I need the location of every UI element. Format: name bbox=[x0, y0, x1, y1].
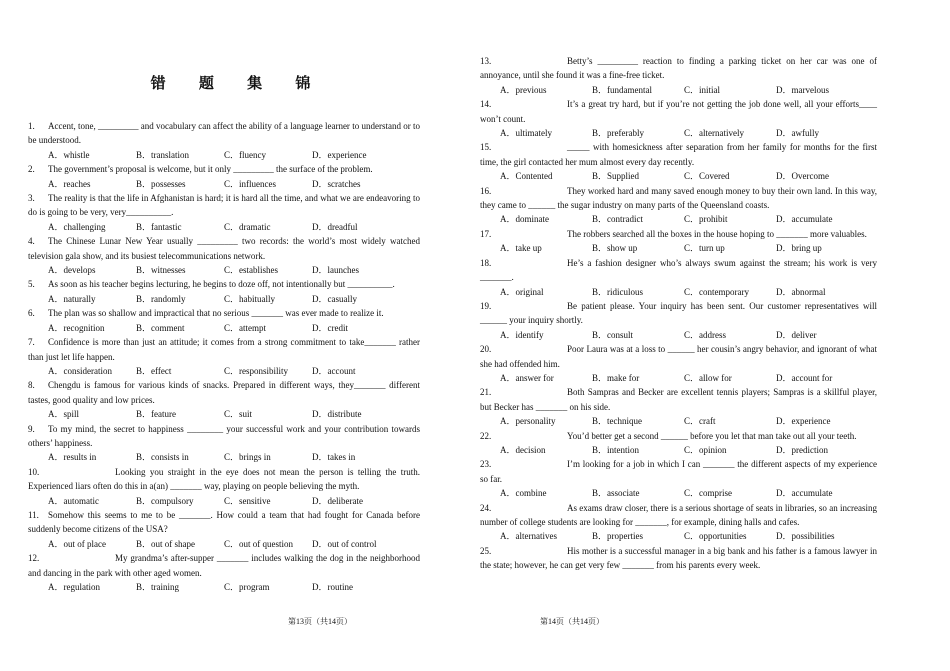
option-b: B．show up bbox=[592, 243, 638, 254]
question-number: 17. bbox=[480, 228, 492, 239]
option-row bbox=[480, 414, 877, 428]
question-number: 16. bbox=[480, 185, 492, 196]
question-text: As exams draw closer, there is a serious shortage of seats in libraries, so an increasing number of college students are looking for _______, for example, dining halls and cafes. bbox=[480, 502, 877, 527]
question-stem bbox=[480, 227, 877, 241]
question-number: 18. bbox=[480, 257, 492, 268]
question-text: His mother is a successful manager in a big bank and his father is a famous lawyer in the state; however, he can get very few _______ from his parents every week. bbox=[480, 545, 877, 571]
option-b: B．witnesses bbox=[136, 265, 186, 276]
option-b: B．compulsory bbox=[136, 495, 194, 506]
option-c: C．contemporary bbox=[684, 286, 749, 297]
question-number: 24. bbox=[480, 502, 492, 513]
question-text: The robbers searched all the boxes in the house hoping to _______ more valuables. bbox=[567, 228, 867, 239]
question-stem bbox=[28, 508, 420, 537]
option-d: D．launches bbox=[312, 265, 359, 276]
question-number: 2. bbox=[28, 164, 35, 175]
option-c: C．alternatively bbox=[684, 128, 744, 139]
question-number: 11. bbox=[28, 509, 39, 520]
option-c: C．brings in bbox=[224, 452, 271, 463]
question-item bbox=[28, 277, 420, 306]
question-text: The government’s proposal is welcome, but it only _________ the surface of the problem. bbox=[48, 164, 373, 175]
question-stem bbox=[480, 385, 877, 414]
option-row bbox=[28, 407, 420, 421]
question-item bbox=[480, 299, 877, 342]
option-row bbox=[480, 486, 877, 500]
question-text: Poor Laura was at a loss to ______ her cousin’s angry behavior, and ignorant of what she had offended him. bbox=[480, 344, 877, 369]
question-text: To my mind, the secret to happiness ________ your successful work and your contribution towards others’ happiness. bbox=[28, 423, 420, 448]
question-item bbox=[28, 191, 420, 234]
question-number: 5. bbox=[28, 279, 35, 290]
question-item bbox=[28, 465, 420, 508]
option-a: A．whistle bbox=[48, 149, 90, 160]
question-item bbox=[480, 97, 877, 140]
question-number: 13. bbox=[480, 56, 492, 66]
option-row bbox=[480, 212, 877, 226]
option-c: C．establishes bbox=[224, 265, 278, 276]
question-text: Somehow this seems to me to be _______. How could a team that had fought for Canada before suddenly become citizens of the USA? bbox=[28, 509, 420, 535]
option-row bbox=[480, 126, 877, 140]
option-a: A．out of place bbox=[48, 538, 106, 549]
option-d: D．out of control bbox=[312, 538, 377, 549]
option-c: C．responsibility bbox=[224, 365, 289, 376]
option-b: B．randomly bbox=[136, 293, 186, 304]
option-c: C．allow for bbox=[684, 372, 732, 383]
question-number: 8. bbox=[28, 380, 35, 391]
option-d: D．casually bbox=[312, 293, 357, 304]
option-a: A．answer for bbox=[500, 372, 554, 383]
question-text: Looking you straight in the eye does not mean the person is telling the truth. Experienced liars often do this in a(an) _______ way, playing on people believing the myth. bbox=[28, 466, 420, 492]
option-c: C．suit bbox=[224, 409, 253, 420]
question-text: Be patient please. Your inquiry has been sent. Our customer representatives will ______ your inquiry shortly. bbox=[480, 300, 877, 326]
question-stem bbox=[480, 299, 877, 328]
option-b: B．technique bbox=[592, 416, 642, 427]
question-item bbox=[480, 457, 877, 500]
question-item bbox=[480, 256, 877, 299]
option-d: D．accumulate bbox=[776, 214, 833, 225]
option-a: A．alternatives bbox=[500, 531, 557, 542]
option-c: C．initial bbox=[684, 84, 721, 95]
question-text: Both Sampras and Becker are excellent tennis players; Sampras is a skillful player, but Becker has _______ on his side. bbox=[480, 387, 877, 412]
option-b: B．make for bbox=[592, 372, 640, 383]
option-a: A．original bbox=[500, 286, 544, 297]
option-c: C．program bbox=[224, 582, 270, 592]
question-item bbox=[480, 385, 877, 428]
option-b: B．effect bbox=[136, 365, 172, 376]
option-c: C．fluency bbox=[224, 149, 266, 160]
option-d: D．bring up bbox=[776, 243, 822, 254]
question-text: Confidence is more than just an attitude; it comes from a strong commitment to take_______ rather than just let life happen. bbox=[28, 337, 420, 362]
question-stem bbox=[480, 429, 877, 443]
option-a: A．spill bbox=[48, 409, 80, 420]
question-text: Accent, tone, _________ and vocabulary can affect the ability of a language learner to understand or to be understood. bbox=[28, 121, 420, 146]
option-c: C．turn up bbox=[684, 243, 725, 254]
option-a: A．recognition bbox=[48, 322, 105, 333]
question-number: 7. bbox=[28, 337, 35, 348]
question-number: 1. bbox=[28, 121, 35, 131]
option-c: C．attempt bbox=[224, 322, 266, 333]
option-row bbox=[480, 285, 877, 299]
question-list-left bbox=[28, 119, 420, 594]
option-a: A．challenging bbox=[48, 221, 106, 232]
option-row bbox=[480, 169, 877, 183]
question-stem bbox=[480, 140, 877, 169]
option-d: D．dreadful bbox=[312, 221, 358, 232]
option-row bbox=[480, 328, 877, 342]
question-item bbox=[480, 227, 877, 256]
option-d: D．prediction bbox=[776, 444, 828, 455]
option-a: A．develops bbox=[48, 265, 96, 276]
option-row bbox=[28, 494, 420, 508]
question-stem bbox=[480, 501, 877, 530]
question-text: The reality is that the life in Afghanistan is hard; it is hard all the time, and what we are endeavoring to do is going to be very, very__________. bbox=[28, 193, 420, 218]
question-text: My grandma’s after-supper _______ includes walking the dog in the neighborhood and dancing in the park with other aged women. bbox=[28, 553, 420, 578]
option-b: B．comment bbox=[136, 322, 185, 333]
option-a: A．decision bbox=[500, 444, 546, 455]
question-number: 15. bbox=[480, 142, 492, 153]
option-b: B．training bbox=[136, 582, 179, 592]
question-item bbox=[480, 54, 877, 97]
option-a: A．take up bbox=[500, 243, 542, 254]
option-b: B．fundamental bbox=[592, 84, 652, 95]
question-number: 23. bbox=[480, 459, 492, 470]
option-d: D．Overcome bbox=[776, 171, 829, 182]
option-d: D．deliberate bbox=[312, 495, 363, 506]
option-a: A．regulation bbox=[48, 582, 100, 592]
option-d: D．distribute bbox=[312, 409, 362, 420]
option-b: B．fantastic bbox=[136, 221, 182, 232]
page-footer-left: 第13页（共14页） bbox=[288, 617, 352, 626]
question-text: As soon as his teacher begins lecturing, he begins to doze off, not intentionally but __________. bbox=[48, 279, 395, 290]
question-text: Chengdu is famous for various kinds of snacks. Prepared in different ways, they_______ different tastes, good quality and low prices. bbox=[28, 380, 420, 405]
question-stem bbox=[28, 234, 420, 263]
option-row bbox=[480, 371, 877, 385]
option-d: D．experience bbox=[776, 416, 831, 427]
option-row bbox=[28, 321, 420, 335]
option-b: B．translation bbox=[136, 149, 189, 160]
question-item bbox=[480, 544, 877, 573]
option-a: A．personality bbox=[500, 416, 556, 427]
question-stem bbox=[28, 277, 420, 291]
option-c: C．comprise bbox=[684, 488, 732, 499]
question-text: Betty’s _________ reaction to finding a parking ticket on her car was one of annoyance, until she found it was a fine-free ticket. bbox=[480, 56, 877, 81]
option-b: B．preferably bbox=[592, 128, 644, 139]
question-number: 20. bbox=[480, 344, 492, 355]
option-a: A．identify bbox=[500, 329, 544, 340]
question-text: You’d better get a second ______ before you let that man take out all your teeth. bbox=[567, 430, 857, 441]
question-number: 9. bbox=[28, 423, 35, 434]
option-c: C．opportunities bbox=[684, 531, 747, 542]
option-row bbox=[28, 537, 420, 551]
question-item bbox=[28, 162, 420, 191]
option-c: C．influences bbox=[224, 178, 276, 189]
question-number: 19. bbox=[480, 300, 492, 311]
option-row bbox=[28, 148, 420, 162]
question-item bbox=[28, 422, 420, 465]
option-row bbox=[480, 83, 877, 97]
question-number: 21. bbox=[480, 387, 492, 398]
option-b: B．associate bbox=[592, 488, 640, 499]
page-footer-right: 第14页（共14页） bbox=[540, 617, 604, 626]
question-stem bbox=[480, 544, 877, 573]
option-a: A．Contented bbox=[500, 171, 553, 182]
option-d: D．takes in bbox=[312, 452, 356, 463]
option-b: B．consists in bbox=[136, 452, 189, 463]
question-stem bbox=[28, 119, 420, 148]
option-a: A．previous bbox=[500, 84, 547, 95]
question-stem bbox=[28, 191, 420, 220]
question-stem bbox=[480, 256, 877, 285]
question-number: 6. bbox=[28, 308, 35, 319]
question-item bbox=[28, 306, 420, 335]
option-row bbox=[28, 177, 420, 191]
question-stem bbox=[480, 457, 877, 486]
option-d: D．account for bbox=[776, 372, 833, 383]
option-b: B．feature bbox=[136, 409, 176, 420]
option-c: C．craft bbox=[684, 416, 716, 427]
question-stem bbox=[28, 162, 420, 176]
option-c: C．address bbox=[684, 329, 726, 340]
option-c: C．dramatic bbox=[224, 221, 271, 232]
option-a: A．naturally bbox=[48, 293, 96, 304]
option-c: C．habitually bbox=[224, 293, 275, 304]
right-page bbox=[475, 0, 950, 671]
option-d: D．abnormal bbox=[776, 286, 826, 297]
option-a: A．reaches bbox=[48, 178, 91, 189]
option-a: A．results in bbox=[48, 452, 97, 463]
question-text: The Chinese Lunar New Year usually _________ two records: the world’s most widely watched television gala show, and its busiest telecommunications network. bbox=[28, 236, 420, 261]
question-stem bbox=[28, 422, 420, 451]
question-number: 4. bbox=[28, 236, 35, 247]
option-d: D．accumulate bbox=[776, 488, 833, 499]
question-item bbox=[480, 140, 877, 183]
option-c: C．opinion bbox=[684, 444, 727, 455]
option-d: D．possibilities bbox=[776, 531, 835, 542]
option-c: C．out of question bbox=[224, 538, 293, 549]
question-item bbox=[28, 551, 420, 594]
question-stem bbox=[480, 97, 877, 126]
question-stem bbox=[480, 184, 877, 213]
question-item bbox=[480, 501, 877, 544]
option-d: D．awfully bbox=[776, 128, 819, 139]
option-a: A．combine bbox=[500, 488, 547, 499]
question-item bbox=[28, 119, 420, 162]
option-a: A．dominate bbox=[500, 214, 549, 225]
question-text: It’s a great try hard, but if you’re not getting the job done well, all your efforts____ won’t count. bbox=[480, 99, 877, 124]
question-text: They worked hard and many saved enough money to buy their own land. In this way, they came to ______ the sugar industry on many parts of the Queensland coasts. bbox=[480, 185, 877, 211]
option-d: D．account bbox=[312, 365, 356, 376]
option-b: B．possesses bbox=[136, 178, 186, 189]
question-number: 22. bbox=[480, 430, 492, 441]
question-text: I’m looking for a job in which I can _______ the different aspects of my experience so far. bbox=[480, 459, 877, 484]
question-stem bbox=[28, 306, 420, 320]
option-a: A．consideration bbox=[48, 365, 112, 376]
question-text: _____ with homesickness after separation from her family for months for the first time, the girl contacted her mum almost every day recently. bbox=[480, 142, 877, 167]
question-item bbox=[480, 429, 877, 458]
option-b: B．contradict bbox=[592, 214, 643, 225]
question-number: 12. bbox=[28, 553, 40, 564]
question-stem bbox=[480, 342, 877, 371]
question-number: 10. bbox=[28, 466, 40, 477]
question-item bbox=[28, 508, 420, 551]
question-number: 25. bbox=[480, 545, 492, 556]
question-item bbox=[480, 342, 877, 385]
option-d: D．marvelous bbox=[776, 84, 829, 95]
option-c: C．prohibit bbox=[684, 214, 728, 225]
option-d: D．routine bbox=[312, 582, 353, 592]
option-d: D．credit bbox=[312, 322, 348, 333]
option-b: B．intention bbox=[592, 444, 639, 455]
question-stem bbox=[28, 465, 420, 494]
option-row bbox=[480, 529, 877, 543]
question-stem bbox=[480, 54, 877, 83]
option-a: A．automatic bbox=[48, 495, 99, 506]
option-d: D．scratches bbox=[312, 178, 361, 189]
question-text: The plan was so shallow and impractical that no serious _______ was ever made to realize it. bbox=[48, 308, 384, 319]
option-b: B．out of shape bbox=[136, 538, 195, 549]
question-stem bbox=[28, 378, 420, 407]
option-row bbox=[28, 263, 420, 277]
question-stem bbox=[28, 551, 420, 580]
option-c: C．Covered bbox=[684, 171, 730, 182]
option-b: B．Supplied bbox=[592, 171, 640, 182]
option-c: C．sensitive bbox=[224, 495, 271, 506]
question-list-right bbox=[480, 54, 877, 573]
question-item bbox=[28, 335, 420, 378]
question-item bbox=[480, 184, 877, 227]
question-stem bbox=[28, 335, 420, 364]
option-row bbox=[28, 450, 420, 464]
option-row bbox=[480, 241, 877, 255]
option-b: B．ridiculous bbox=[592, 286, 643, 297]
question-text: He’s a fashion designer who’s always swum against the stream; his work is very _______. bbox=[480, 257, 877, 283]
option-row bbox=[28, 364, 420, 378]
option-b: B．properties bbox=[592, 531, 643, 542]
question-item bbox=[28, 234, 420, 277]
option-b: B．consult bbox=[592, 329, 634, 340]
question-item bbox=[28, 378, 420, 421]
question-number: 14. bbox=[480, 99, 492, 110]
option-row bbox=[28, 292, 420, 306]
option-d: D．deliver bbox=[776, 329, 817, 340]
option-a: A．ultimately bbox=[500, 128, 552, 139]
option-row bbox=[28, 220, 420, 234]
question-number: 3. bbox=[28, 193, 35, 204]
page-title: 错 题 集 锦 bbox=[150, 74, 325, 92]
option-row bbox=[480, 443, 877, 457]
option-row bbox=[28, 580, 420, 594]
option-d: D．experience bbox=[312, 149, 367, 160]
